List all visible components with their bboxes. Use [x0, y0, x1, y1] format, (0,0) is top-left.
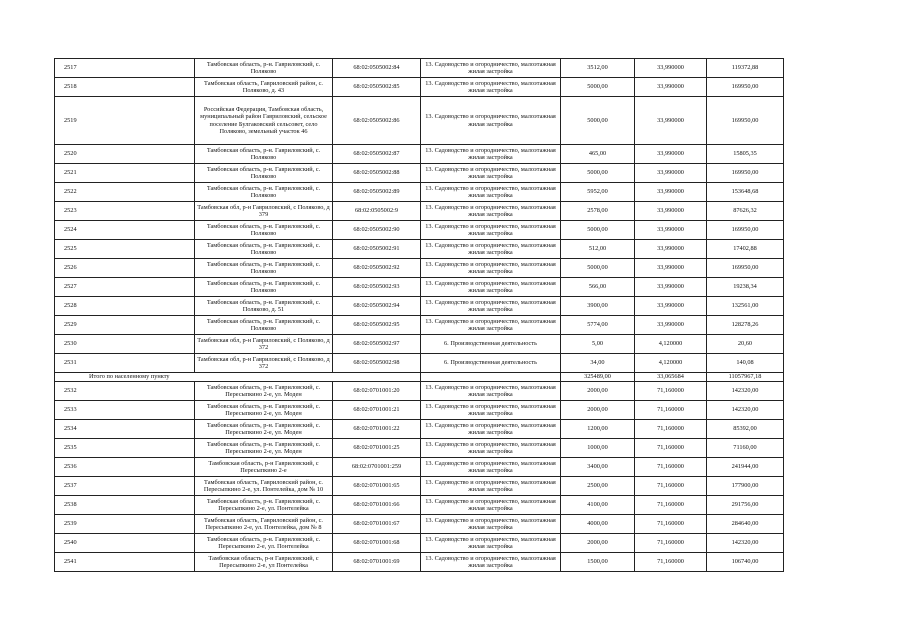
cadastral-value-table	[54, 58, 784, 572]
row-land-use: 13. Садоводство и огородничество, малоэтажная жилая застройка	[421, 458, 561, 477]
row-specific-value: 33,990000	[635, 240, 707, 259]
row-land-use: 6. Производственная деятельность	[421, 354, 561, 373]
row-area: 4000,00	[561, 515, 635, 534]
row-land-use: 13. Садоводство и огородничество, малоэтажная жилая застройка	[421, 420, 561, 439]
row-number: 2518	[55, 78, 195, 97]
row-cadastral-number: 68:02:0701001:66	[333, 496, 421, 515]
row-cadastral-number: 68:02:0701001:20	[333, 382, 421, 401]
table-row	[55, 316, 784, 335]
row-cadastral-number: 68:02:0701001:65	[333, 477, 421, 496]
row-number: 2525	[55, 240, 195, 259]
row-cadastral-number: 68:02:0701001:22	[333, 420, 421, 439]
row-address: Тамбовская область, р-н. Гавриловский, с. Поляково	[195, 278, 333, 297]
row-land-use: 13. Садоводство и огородничество, малоэтажная жилая застройка	[421, 515, 561, 534]
row-cadastral-value: 20,60	[707, 335, 784, 354]
row-land-use: 13. Садоводство и огородничество, малоэтажная жилая застройка	[421, 78, 561, 97]
row-land-use: 13. Садоводство и огородничество, малоэтажная жилая застройка	[421, 297, 561, 316]
table-row	[55, 59, 784, 78]
row-area: 3400,00	[561, 458, 635, 477]
row-number: 2540	[55, 534, 195, 553]
row-area: 5000,00	[561, 259, 635, 278]
row-area: 2578,00	[561, 202, 635, 221]
row-specific-value: 33,990000	[635, 78, 707, 97]
row-cadastral-value: 153648,68	[707, 183, 784, 202]
row-address: Тамбовская область, р-н. Гавриловский, с. Пересыпкино 2-е, ул. Понтелейка	[195, 534, 333, 553]
row-area: 2000,00	[561, 382, 635, 401]
row-number: 2531	[55, 354, 195, 373]
table-row	[55, 183, 784, 202]
row-land-use: 13. Садоводство и огородничество, малоэтажная жилая застройка	[421, 202, 561, 221]
row-area: 512,00	[561, 240, 635, 259]
row-specific-value: 71,160000	[635, 477, 707, 496]
table-row	[55, 278, 784, 297]
row-specific-value: 33,990000	[635, 164, 707, 183]
total-area: 325489,00	[561, 373, 635, 382]
row-area: 5952,00	[561, 183, 635, 202]
table-row	[55, 240, 784, 259]
row-area: 3900,00	[561, 297, 635, 316]
row-specific-value: 71,160000	[635, 382, 707, 401]
row-cadastral-value: 119372,88	[707, 59, 784, 78]
row-area: 1500,00	[561, 553, 635, 572]
row-cadastral-number: 68:02:0505002:91	[333, 240, 421, 259]
table-row	[55, 420, 784, 439]
row-area: 2000,00	[561, 534, 635, 553]
row-area: 34,00	[561, 354, 635, 373]
row-number: 2519	[55, 97, 195, 145]
row-cadastral-value: 15805,35	[707, 145, 784, 164]
row-specific-value: 33,990000	[635, 183, 707, 202]
row-cadastral-value: 106740,00	[707, 553, 784, 572]
table-row	[55, 259, 784, 278]
row-cadastral-value: 241944,00	[707, 458, 784, 477]
table-row	[55, 354, 784, 373]
table-row	[55, 221, 784, 240]
row-cadastral-number: 68:02:0701001:67	[333, 515, 421, 534]
table-row	[55, 496, 784, 515]
row-address: Тамбовская область, р-н. Гавриловский, с. Поляково	[195, 240, 333, 259]
row-number: 2532	[55, 382, 195, 401]
row-cadastral-number: 68:02:0701001:259	[333, 458, 421, 477]
row-cadastral-value: 169950,00	[707, 97, 784, 145]
table-row	[55, 335, 784, 354]
row-area: 1200,00	[561, 420, 635, 439]
row-cadastral-value: 291756,00	[707, 496, 784, 515]
row-number: 2522	[55, 183, 195, 202]
row-address: Тамбовская область, р-н. Гавриловский, с. Пересыпкино 2-е, ул. Моден	[195, 420, 333, 439]
row-cadastral-value: 85392,00	[707, 420, 784, 439]
row-address: Тамбовская обл, р-н Гавриловский, с Поляково, д 372	[195, 354, 333, 373]
total-row	[55, 373, 784, 382]
row-cadastral-number: 68:02:0505002:84	[333, 59, 421, 78]
row-number: 2530	[55, 335, 195, 354]
table-row	[55, 382, 784, 401]
row-cadastral-value: 177900,00	[707, 477, 784, 496]
table-row	[55, 401, 784, 420]
table-row	[55, 477, 784, 496]
row-cadastral-number: 68:02:0505002:85	[333, 78, 421, 97]
table-row	[55, 78, 784, 97]
row-address: Тамбовская область, р-н Гавриловский, с Пересыпкино 2-е	[195, 458, 333, 477]
table-row	[55, 553, 784, 572]
row-specific-value: 33,990000	[635, 297, 707, 316]
row-address: Тамбовская область, р-н. Гавриловский, с. Пересыпкино 2-е, ул. Понтелейка	[195, 496, 333, 515]
row-number: 2523	[55, 202, 195, 221]
row-address: Тамбовская область, р-н. Гавриловский, с. Поляково	[195, 221, 333, 240]
row-land-use: 13. Садоводство и огородничество, малоэтажная жилая застройка	[421, 164, 561, 183]
row-specific-value: 33,990000	[635, 259, 707, 278]
row-number: 2526	[55, 259, 195, 278]
row-area: 4100,00	[561, 496, 635, 515]
row-cadastral-value: 140,08	[707, 354, 784, 373]
total-label: Итого по населенному пункту	[55, 373, 421, 382]
row-area: 2500,00	[561, 477, 635, 496]
row-area: 5000,00	[561, 97, 635, 145]
row-cadastral-value: 142320,00	[707, 382, 784, 401]
row-land-use: 13. Садоводство и огородничество, малоэтажная жилая застройка	[421, 316, 561, 335]
row-specific-value: 71,160000	[635, 534, 707, 553]
row-cadastral-value: 142320,00	[707, 534, 784, 553]
row-number: 2520	[55, 145, 195, 164]
row-area: 5000,00	[561, 78, 635, 97]
row-area: 2000,00	[561, 401, 635, 420]
row-land-use: 13. Садоводство и огородничество, малоэтажная жилая застройка	[421, 477, 561, 496]
row-address: Тамбовская область, р-н. Гавриловский, с. Поляково	[195, 183, 333, 202]
row-land-use: 13. Садоводство и огородничество, малоэтажная жилая застройка	[421, 259, 561, 278]
row-area: 5,00	[561, 335, 635, 354]
row-number: 2541	[55, 553, 195, 572]
row-area: 465,00	[561, 145, 635, 164]
row-land-use: 13. Садоводство и огородничество, малоэтажная жилая застройка	[421, 240, 561, 259]
row-number: 2521	[55, 164, 195, 183]
row-cadastral-number: 68:02:0505002:98	[333, 354, 421, 373]
row-number: 2528	[55, 297, 195, 316]
row-area: 5774,00	[561, 316, 635, 335]
row-land-use: 13. Садоводство и огородничество, малоэтажная жилая застройка	[421, 97, 561, 145]
row-specific-value: 33,990000	[635, 59, 707, 78]
row-specific-value: 33,990000	[635, 145, 707, 164]
row-cadastral-number: 68:02:0505002:97	[333, 335, 421, 354]
table-row	[55, 439, 784, 458]
row-cadastral-number: 68:02:0701001:25	[333, 439, 421, 458]
row-cadastral-value: 284640,00	[707, 515, 784, 534]
row-land-use: 6. Производственная деятельность	[421, 335, 561, 354]
row-land-use: 13. Садоводство и огородничество, малоэтажная жилая застройка	[421, 59, 561, 78]
row-cadastral-number: 68:02:0505002:95	[333, 316, 421, 335]
row-number: 2536	[55, 458, 195, 477]
row-specific-value: 71,160000	[635, 515, 707, 534]
table-row	[55, 458, 784, 477]
row-specific-value: 71,160000	[635, 458, 707, 477]
table-row	[55, 164, 784, 183]
row-number: 2539	[55, 515, 195, 534]
table-row	[55, 202, 784, 221]
row-cadastral-number: 68:02:0505002:9	[333, 202, 421, 221]
row-address: Тамбовская область, р-н. Гавриловский, с. Поляково	[195, 164, 333, 183]
row-cadastral-number: 68:02:0505002:94	[333, 297, 421, 316]
row-address: Тамбовская область, р-н. Гавриловский, с. Поляково	[195, 59, 333, 78]
row-address: Тамбовская область, р-н. Гавриловский, с. Поляково	[195, 259, 333, 278]
row-specific-value: 33,990000	[635, 97, 707, 145]
row-land-use: 13. Садоводство и огородничество, малоэтажная жилая застройка	[421, 221, 561, 240]
row-specific-value: 71,160000	[635, 553, 707, 572]
total-rate: 33,065684	[635, 373, 707, 382]
row-specific-value: 4,120000	[635, 335, 707, 354]
row-cadastral-value: 19238,34	[707, 278, 784, 297]
row-number: 2527	[55, 278, 195, 297]
total-usage-empty	[421, 373, 561, 382]
row-land-use: 13. Садоводство и огородничество, малоэтажная жилая застройка	[421, 534, 561, 553]
row-cadastral-number: 68:02:0701001:69	[333, 553, 421, 572]
row-address: Тамбовская область, Гавриловский район, с. Пересыпкино 2-е, ул. Понтелейка, дом № 8	[195, 515, 333, 534]
row-specific-value: 71,160000	[635, 496, 707, 515]
row-area: 5000,00	[561, 221, 635, 240]
row-land-use: 13. Садоводство и огородничество, малоэтажная жилая застройка	[421, 439, 561, 458]
row-address: Российская Федерация, Тамбовская область, муниципальный район Гавриловский, сельское поселение Булгаковский сельсовет, село Поляково, земельный участок 46	[195, 97, 333, 145]
row-number: 2524	[55, 221, 195, 240]
row-land-use: 13. Садоводство и огородничество, малоэтажная жилая застройка	[421, 496, 561, 515]
row-cadastral-number: 68:02:0701001:21	[333, 401, 421, 420]
row-cadastral-number: 68:02:0701001:68	[333, 534, 421, 553]
row-address: Тамбовская обл, р-н Гавриловский, с Поляково, д 372	[195, 335, 333, 354]
row-number: 2534	[55, 420, 195, 439]
table-row	[55, 97, 784, 145]
row-cadastral-number: 68:02:0505002:93	[333, 278, 421, 297]
row-number: 2538	[55, 496, 195, 515]
row-cadastral-value: 128278,26	[707, 316, 784, 335]
row-address: Тамбовская область, р-н. Гавриловский, с. Поляково	[195, 316, 333, 335]
row-cadastral-number: 68:02:0505002:89	[333, 183, 421, 202]
row-cadastral-value: 169950,00	[707, 164, 784, 183]
row-specific-value: 71,160000	[635, 401, 707, 420]
row-area: 566,00	[561, 278, 635, 297]
row-specific-value: 33,990000	[635, 316, 707, 335]
row-land-use: 13. Садоводство и огородничество, малоэтажная жилая застройка	[421, 278, 561, 297]
row-number: 2529	[55, 316, 195, 335]
row-cadastral-value: 132561,00	[707, 297, 784, 316]
row-area: 5000,00	[561, 164, 635, 183]
table-row	[55, 145, 784, 164]
row-land-use: 13. Садоводство и огородничество, малоэтажная жилая застройка	[421, 401, 561, 420]
row-cadastral-value: 17402,88	[707, 240, 784, 259]
row-cadastral-value: 71160,00	[707, 439, 784, 458]
row-specific-value: 33,990000	[635, 278, 707, 297]
row-specific-value: 33,990000	[635, 221, 707, 240]
row-specific-value: 33,990000	[635, 202, 707, 221]
row-cadastral-value: 169950,00	[707, 78, 784, 97]
row-address: Тамбовская обл, р-н Гавриловский, с Поляково, д 379	[195, 202, 333, 221]
row-address: Тамбовская область, р-н. Гавриловский, с. Поляково	[195, 145, 333, 164]
row-address: Тамбовская область, р-н. Гавриловский, с. Поляково, д. 51	[195, 297, 333, 316]
row-number: 2517	[55, 59, 195, 78]
row-cadastral-number: 68:02:0505002:92	[333, 259, 421, 278]
row-cadastral-number: 68:02:0505002:86	[333, 97, 421, 145]
row-area: 1000,00	[561, 439, 635, 458]
table-row	[55, 534, 784, 553]
row-cadastral-number: 68:02:0505002:88	[333, 164, 421, 183]
total-value: 11057967,18	[707, 373, 784, 382]
row-cadastral-value: 169950,00	[707, 221, 784, 240]
row-cadastral-value: 87626,32	[707, 202, 784, 221]
row-specific-value: 4,120000	[635, 354, 707, 373]
row-specific-value: 71,160000	[635, 439, 707, 458]
row-address: Тамбовская область, р-н. Гавриловский, с. Пересыпкино 2-е, ул. Моден	[195, 401, 333, 420]
row-address: Тамбовская область, Гавриловский район, с. Пересыпкино 2-е, ул. Понтелейка, дом № 10	[195, 477, 333, 496]
row-land-use: 13. Садоводство и огородничество, малоэтажная жилая застройка	[421, 382, 561, 401]
row-address: Тамбовская область, Гавриловский район, с. Поляково, д. 43	[195, 78, 333, 97]
row-land-use: 13. Садоводство и огородничество, малоэтажная жилая застройка	[421, 553, 561, 572]
row-specific-value: 71,160000	[635, 420, 707, 439]
row-land-use: 13. Садоводство и огородничество, малоэтажная жилая застройка	[421, 183, 561, 202]
row-number: 2533	[55, 401, 195, 420]
table-row	[55, 515, 784, 534]
row-address: Тамбовская область, р-н. Гавриловский, с. Пересыпкино 2-е, ул. Моден	[195, 382, 333, 401]
row-cadastral-value: 142320,00	[707, 401, 784, 420]
row-address: Тамбовская область, р-н. Гавриловский, с. Пересыпкино 2-е, ул. Моден	[195, 439, 333, 458]
row-number: 2535	[55, 439, 195, 458]
table-row	[55, 297, 784, 316]
row-land-use: 13. Садоводство и огородничество, малоэтажная жилая застройка	[421, 145, 561, 164]
row-cadastral-value: 169950,00	[707, 259, 784, 278]
row-area: 3512,00	[561, 59, 635, 78]
row-cadastral-number: 68:02:0505002:87	[333, 145, 421, 164]
row-cadastral-number: 68:02:0505002:90	[333, 221, 421, 240]
row-number: 2537	[55, 477, 195, 496]
row-address: Тамбовская область, р-н Гавриловский, с Пересыпкино 2-е, ул Понтелейка	[195, 553, 333, 572]
